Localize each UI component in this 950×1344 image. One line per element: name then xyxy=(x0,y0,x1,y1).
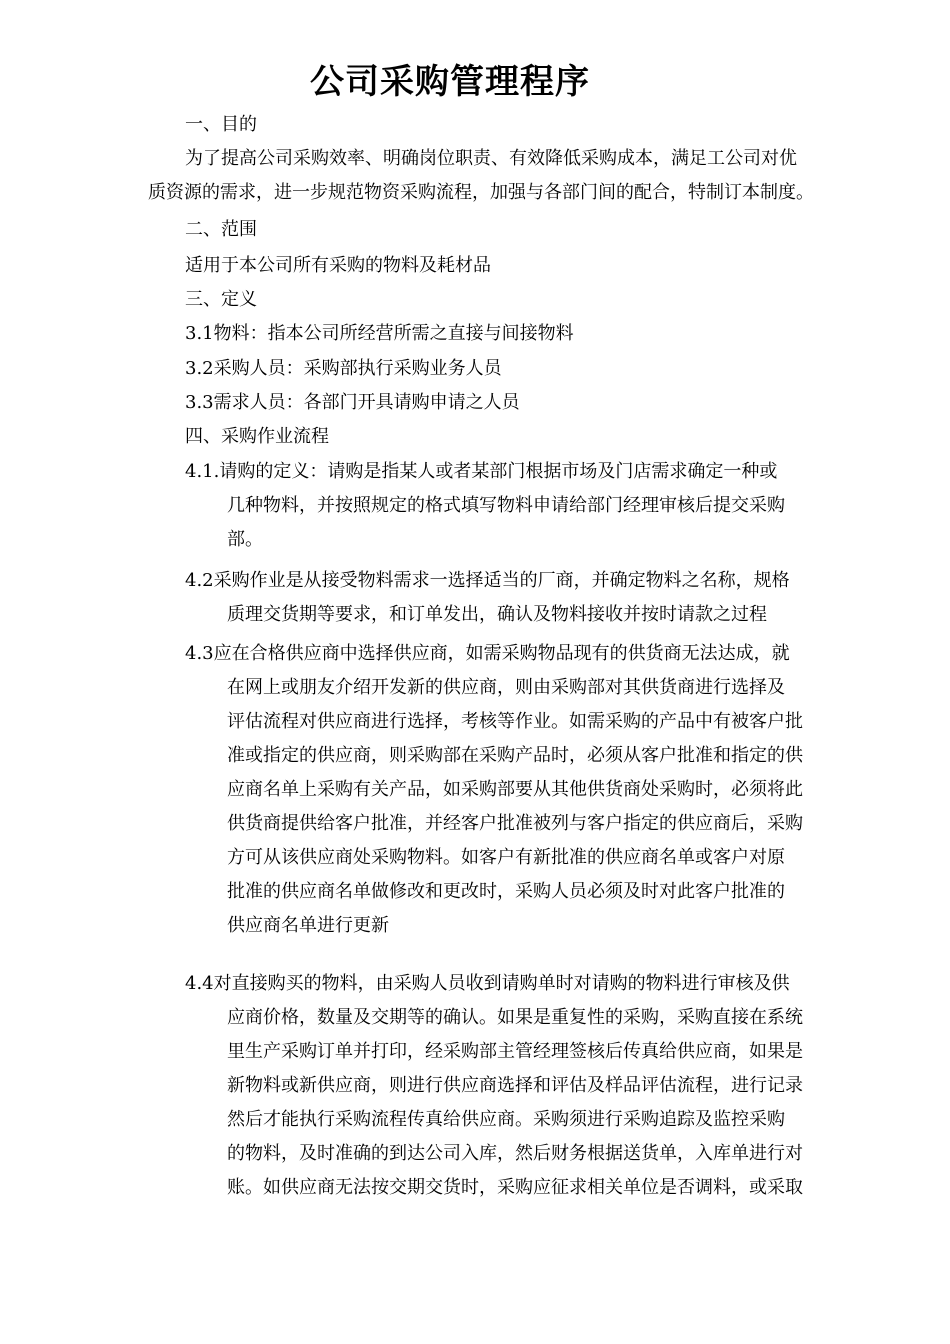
paragraph-line: 4.3应在合格供应商中选择供应商，如需采购物品现有的供货商无法达成，就 xyxy=(185,643,790,664)
section-heading-process: 四、采购作业流程 xyxy=(185,426,329,447)
paragraph-line: 质资源的需求，进一步规范物资采购流程，加强与各部门间的配合，特制订本制度。 xyxy=(148,182,814,203)
paragraph-line: 为了提高公司采购效率、明确岗位职责、有效降低采购成本，满足工公司对优 xyxy=(185,148,797,169)
paragraph-line: 账。如供应商无法按交期交货时，采购应征求相关单位是否调料，或采取 xyxy=(227,1177,803,1198)
paragraph-line: 准或指定的供应商，则采购部在采购产品时，必须从客户批准和指定的供 xyxy=(227,745,803,766)
paragraph-line: 应商价格，数量及交期等的确认。如果是重复性的采购，采购直接在系统 xyxy=(227,1007,803,1028)
paragraph-line: 的物料，及时准确的到达公司入库，然后财务根据送货单，入库单进行对 xyxy=(227,1143,803,1164)
paragraph-line: 新物料或新供应商，则进行供应商选择和评估及样品评估流程，进行记录 xyxy=(227,1075,803,1096)
section-heading-scope: 二、范围 xyxy=(185,219,257,240)
paragraph-line: 部。 xyxy=(227,529,263,550)
paragraph-4-3 xyxy=(185,637,803,943)
paragraph-line: 评估流程对供应商进行选择，考核等作业。如需采购的产品中有被客户批 xyxy=(227,711,803,732)
paragraph-4-1 xyxy=(185,455,785,557)
paragraph-line: 供货商提供给客户批准，并经客户批准被列与客户指定的供应商后，采购 xyxy=(227,813,803,834)
definition-item: 3.1物料：指本公司所经营所需之直接与间接物料 xyxy=(185,323,574,344)
paragraph-4-2 xyxy=(185,564,790,632)
paragraph-line: 4.4对直接购买的物料，由采购人员收到请购单时对请购的物料进行审核及供 xyxy=(185,973,790,994)
paragraph-line: 4.2采购作业是从接受物料需求一选择适当的厂商，并确定物料之名称，规格 xyxy=(185,570,790,591)
section-heading-purpose: 一、目的 xyxy=(185,114,257,135)
paragraph-line: 4.1.请购的定义：请购是指某人或者某部门根据市场及门店需求确定一种或 xyxy=(185,461,778,482)
page-title: 公司采购管理程序 xyxy=(310,62,590,102)
paragraph-line: 批准的供应商名单做修改和更改时，采购人员必须及时对此客户批准的 xyxy=(227,881,785,902)
paragraph-line: 供应商名单进行更新 xyxy=(227,915,389,936)
definition-item: 3.3需求人员：各部门开具请购申请之人员 xyxy=(185,392,520,413)
paragraph-line: 几种物料，并按照规定的格式填写物料申请给部门经理审核后提交采购 xyxy=(227,495,785,516)
paragraph-line: 应商名单上采购有关产品，如采购部要从其他供货商处采购时，必须将此 xyxy=(227,779,803,800)
section-heading-definitions: 三、定义 xyxy=(185,289,257,310)
paragraph-line: 在网上或朋友介绍开发新的供应商，则由采购部对其供货商进行选择及 xyxy=(227,677,785,698)
paragraph-line: 质理交货期等要求，和订单发出，确认及物料接收并按时请款之过程 xyxy=(227,604,767,625)
paragraph-line: 方可从该供应商处采购物料。如客户有新批准的供应商名单或客户对原 xyxy=(227,847,785,868)
paragraph-line: 里生产采购订单并打印，经采购部主管经理签核后传真给供应商，如果是 xyxy=(227,1041,803,1062)
scope-text: 适用于本公司所有采购的物料及耗材品 xyxy=(185,255,491,276)
definition-item: 3.2采购人员：采购部执行采购业务人员 xyxy=(185,358,502,379)
paragraph-purpose xyxy=(148,142,814,210)
paragraph-line: 然后才能执行采购流程传真给供应商。采购须进行采购追踪及监控采购 xyxy=(227,1109,785,1130)
paragraph-4-4 xyxy=(185,967,803,1205)
